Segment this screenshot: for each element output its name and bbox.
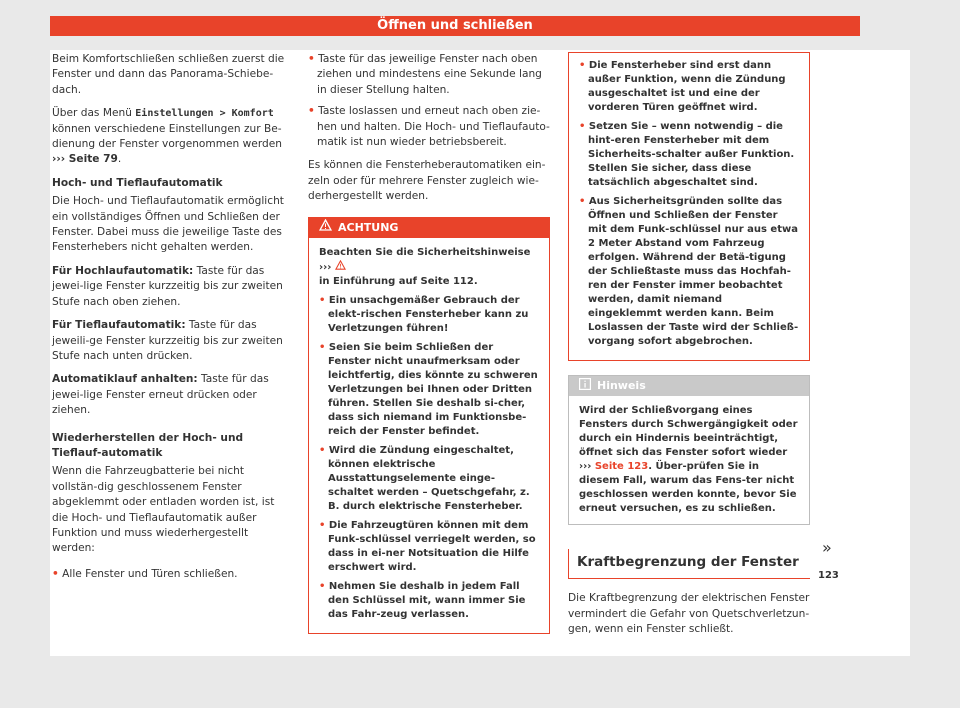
warning-intro: Beachten Sie die Sicherheitshinweise ››› in Einführung auf Seite 112. — [319, 246, 531, 287]
warning-item: • Aus Sicherheitsgründen sollte das Öffnen und Schließen der Fenster mit dem Funk-schlüssel nur aus etwa 2 Meter Abstand vom Fahrzeug erfolgen. Während der Betä-tigung der Schließtaste muss das Hochfah-ren der Fenster immer beobachtet werden, damit niemand eingeklemmt werden kann. Beim Loslassen der Taste wird der Schließ-vorgang sofort abgebrochen. — [579, 196, 799, 347]
bullet-icon: • — [319, 519, 326, 531]
bullet-icon: • — [319, 294, 326, 306]
warning-body — [569, 53, 809, 360]
paragraph: Für Hochlaufautomatik: Taste für das jewei-lige Fenster kurzzeitig bis zur zweiten Stufe nach oben ziehen. — [52, 264, 283, 308]
column-middle — [308, 52, 550, 634]
warning-triangle-icon — [335, 262, 346, 273]
bullet-icon: • — [579, 60, 586, 71]
warning-box-continued — [568, 52, 810, 361]
warning-item: • Ein unsachgemäßer Gebrauch der elekt-rischen Fensterheber kann zu Verletzungen führen! — [319, 294, 529, 334]
note-box — [568, 375, 810, 525]
paragraph: Wenn die Fahrzeugbatterie bei nicht vollstän-dig geschlossenem Fenster abgeklemmt oder entladen worden ist, ist die Hoch- und Tieflaufautomatik außer Funktion und muss wiederhergestellt werden: — [52, 465, 275, 555]
warning-item: • Wird die Zündung eingeschaltet, können elektrische Ausstattungselemente einge-schaltet werden – Quetschgefahr, z. B. durch elektrische Fensterheber. — [319, 444, 530, 512]
bullet-icon: • — [319, 580, 326, 592]
column-left — [52, 52, 292, 588]
continue-marker: » — [822, 538, 832, 557]
warning-body — [309, 238, 549, 633]
warning-item: • Die Fahrzeugtüren können mit dem Funk-schlüssel verriegelt werden, so dass in ei-ner Notsituation die Hilfe erschwert wird. — [319, 519, 536, 573]
page-reference-link[interactable]: in Einführung auf Seite 112. — [319, 275, 478, 287]
note-title: Hinweis — [597, 379, 646, 393]
warning-title: ACHTUNG — [338, 220, 399, 234]
bullet-icon: • — [579, 121, 586, 132]
menu-path: Einstellungen > Komfort — [135, 108, 274, 120]
note-header — [569, 376, 809, 396]
warning-item: • Setzen Sie – wenn notwendig – die hint-eren Fensterheber mit dem Sicherheits-schalter außer Funktion. Stellen Sie sicher, dass diese tatsächlich abgeschaltet sind. — [579, 121, 795, 188]
paragraph: Automatiklauf anhalten: Taste für das jewei-lige Fenster erneut drücken oder ziehen. — [52, 373, 269, 417]
paragraph: Über das Menü Einstellungen > Komfort können verschiedene Einstellungen zur Be-dienung der Fenster vorgenommen werden ››› Seite 79. — [52, 107, 282, 166]
column-right — [568, 52, 810, 646]
warning-item: • Die Fensterheber sind erst dann außer Funktion, wenn die Zündung ausgeschaltet ist und eine der vorderen Türen geöffnet wird. — [579, 60, 786, 113]
bullet-icon: • — [308, 53, 315, 65]
warning-item: • Nehmen Sie deshalb in jedem Fall den Schlüssel mit, wann immer Sie das Fahr-zeug verlassen. — [319, 580, 526, 620]
page-number: 123 — [818, 570, 839, 581]
page-reference-link[interactable]: ››› Seite 79 — [52, 153, 118, 166]
section-heading: Hoch- und Tieflaufautomatik — [52, 176, 223, 189]
section-heading: Kraftbegrenzung der Fenster — [568, 549, 810, 579]
warning-triangle-icon — [319, 219, 332, 235]
info-icon — [579, 378, 591, 394]
bullet-icon: • — [579, 196, 586, 207]
paragraph: Es können die Fensterheberautomatiken ein-zeln oder für mehrere Fenster zugleich wie-derhergestellt werden. — [308, 159, 546, 203]
page-reference-link[interactable]: Seite 123 — [591, 461, 649, 472]
section-heading: Wiederherstellen der Hoch- und Tieflauf-automatik — [52, 431, 244, 459]
paragraph: Beim Komfortschließen schließen zuerst die Fenster und dann das Panorama-Schiebe-dach. — [52, 53, 285, 96]
list-item: • Alle Fenster und Türen schließen. — [52, 567, 238, 580]
bullet-icon: • — [308, 105, 315, 118]
list-item: • Taste loslassen und erneut nach oben zie-hen und halten. Die Hoch- und Tieflaufauto-matik ist nun wieder betriebsbereit. — [308, 105, 550, 149]
warning-box — [308, 217, 550, 634]
paragraph: Für Tieflaufautomatik: Taste für das jeweili-ge Fenster kurzzeitig bis zur zweiten Stufe nach unten drücken. — [52, 319, 283, 362]
bullet-icon: • — [319, 341, 326, 353]
paragraph: Die Kraftbegrenzung der elektrischen Fenster vermindert die Gefahr von Quetschverletzun-gen, wenn ein Fenster schließt. — [568, 592, 810, 636]
bullet-icon: • — [52, 567, 59, 580]
warning-item: • Seien Sie beim Schließen der Fenster nicht unaufmerksam oder leichtfertig, dies könnte zu schweren Verletzungen bei Ihnen oder Dritten führen. Stellen Sie deshalb si-cher, dass sich niemand im Funktionsbe-reich der Fenster befindet. — [319, 341, 538, 437]
paragraph: Die Hoch- und Tieflaufautomatik ermöglicht ein vollständiges Öffnen und Schließen der Fenster. Dabei muss die jeweilige Taste des Fensterhebers nicht gehalten werden. — [52, 195, 284, 254]
note-body: Wird der Schließvorgang eines Fensters durch Schwergängigkeit oder durch ein Hindernis beeinträchtigt, öffnet sich das Fenster sofort wieder ››› Seite 123. Über-prüfen Sie in diesem Fall, warum das Fens-ter nicht geschlossen werden konnte, bevor Sie erneut versuchen, es zu schließen. — [579, 405, 798, 514]
list-item: • Taste für das jeweilige Fenster nach oben ziehen und mindestens eine Sekunde lang in dieser Stellung halten. — [308, 53, 542, 96]
bullet-icon: • — [319, 444, 326, 456]
warning-header — [309, 218, 549, 238]
page-header-title: Öffnen und schließen — [50, 16, 860, 36]
